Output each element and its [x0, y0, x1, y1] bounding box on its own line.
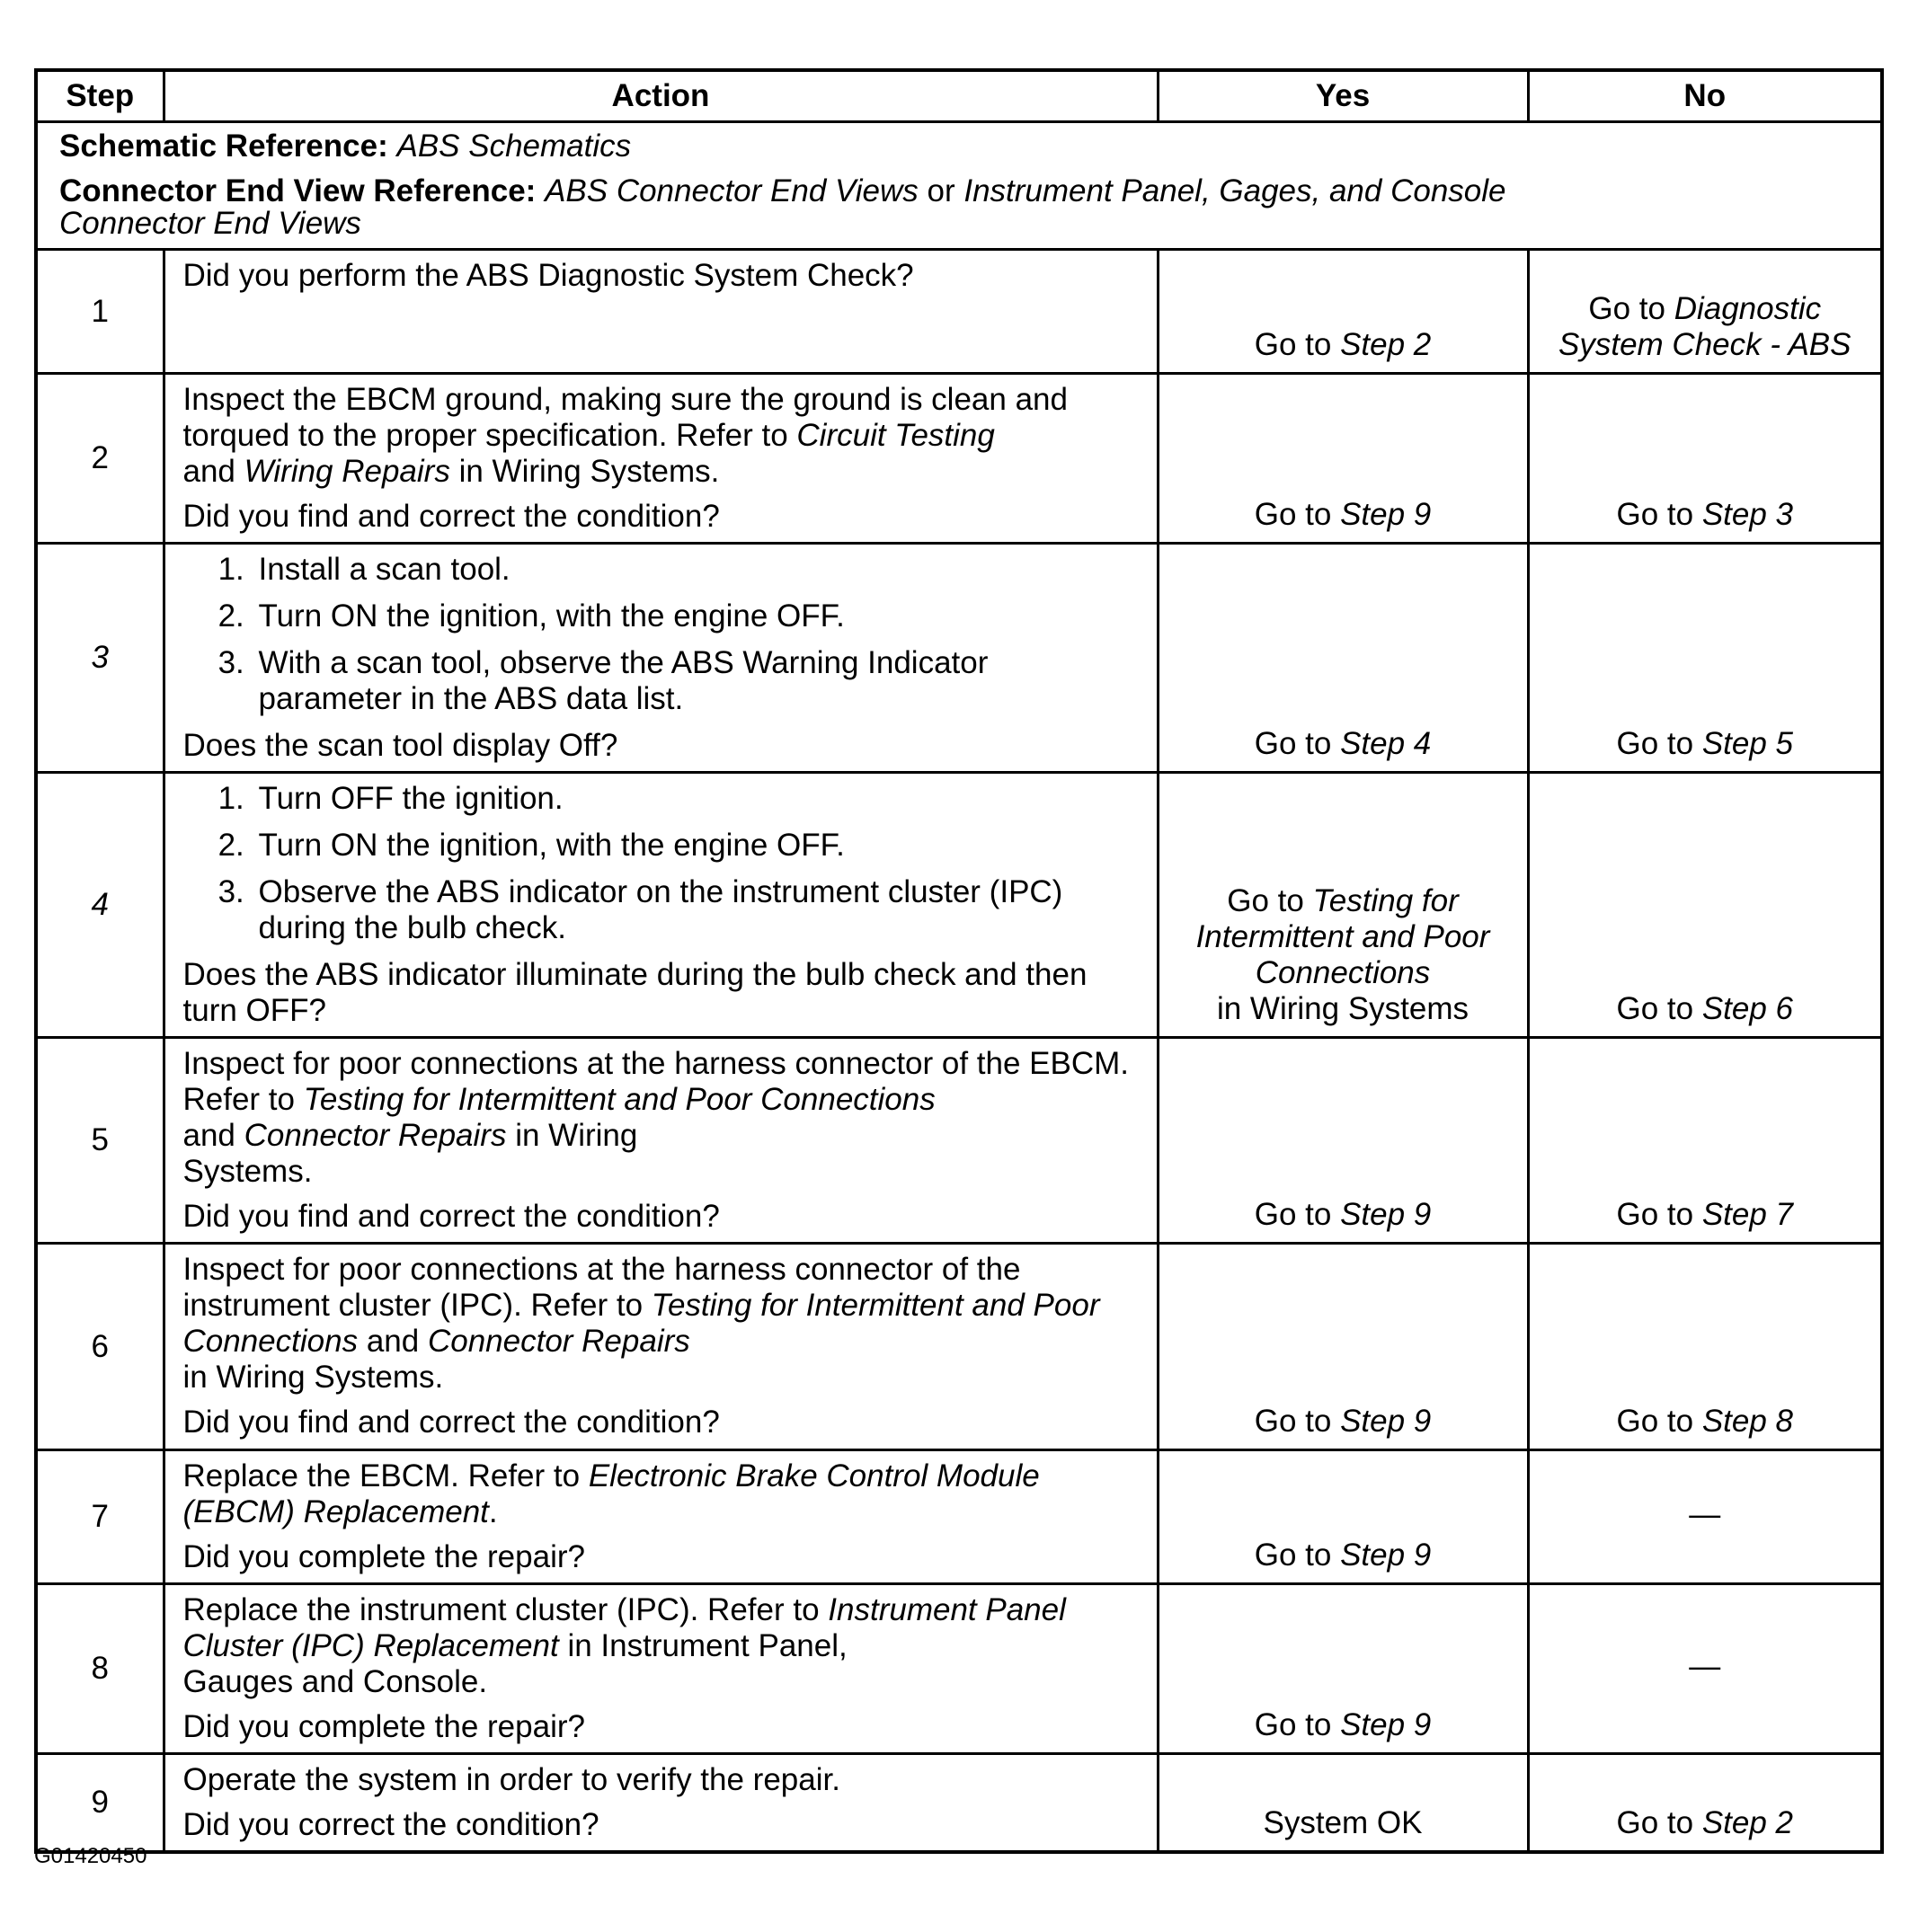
step-number: 7 [36, 1450, 164, 1584]
action-text-part: in Instrument Panel, [567, 1628, 848, 1663]
no-dash: — [1689, 1649, 1721, 1684]
no-link[interactable]: Step 6 [1701, 991, 1794, 1026]
connector-reference-value-2: Instrument Panel, Gages, and Console [963, 173, 1506, 208]
action-text-part: and [182, 454, 235, 489]
action-step-item: 2. Turn ON the ignition, with the engine OFF. [253, 828, 1141, 864]
action-text-part: in Wiring Systems. [182, 1360, 444, 1395]
connector-reference-value-1: ABS Connector End Views [545, 173, 919, 208]
action-text [183, 1046, 1141, 1190]
table-row [36, 1584, 1882, 1754]
table-row [36, 1038, 1882, 1244]
yes-cell [1158, 250, 1528, 374]
no-cell [1528, 773, 1882, 1038]
action-step-item: 1. Install a scan tool. [253, 552, 1141, 588]
action-question: Did you find and correct the condition? [182, 1199, 720, 1234]
action-step-item: 2. Turn ON the ignition, with the engine OFF. [253, 598, 1141, 634]
action-text [183, 1592, 1141, 1700]
no-prefix: Go to [1616, 726, 1694, 761]
action-question: Did you find and correct the condition? [182, 499, 720, 534]
action-cell [164, 544, 1158, 773]
action-text-part: Systems. [182, 1154, 313, 1189]
no-cell [1528, 250, 1882, 374]
no-dash: — [1689, 1497, 1721, 1532]
action-question: Did you correct the condition? [182, 1807, 599, 1842]
connector-reference-label: Connector End View Reference: [59, 173, 537, 208]
table-row [36, 1450, 1882, 1584]
yes-link[interactable]: Step 9 [1340, 1404, 1432, 1439]
action-cell [164, 1754, 1158, 1853]
table-row [36, 250, 1882, 374]
no-link[interactable]: Step 2 [1701, 1805, 1794, 1840]
action-reference-link[interactable]: Circuit Testing [796, 418, 995, 453]
action-question: Did you perform the ABS Diagnostic System Check? [182, 258, 914, 293]
action-step-item: 3. With a scan tool, observe the ABS Warning Indicator parameter in the ABS data list. [253, 645, 1141, 717]
yes-cell [1158, 544, 1528, 773]
yes-prefix: Go to [1254, 726, 1332, 761]
step-number: 9 [36, 1754, 164, 1853]
no-cell [1528, 1038, 1882, 1244]
action-question: Does the ABS indicator illuminate during the bulb check and then turn OFF? [182, 957, 1088, 1028]
action-cell [164, 250, 1158, 374]
yes-link[interactable]: Step 9 [1340, 1538, 1432, 1573]
header-action: Action [164, 70, 1158, 122]
no-link[interactable]: Step 7 [1701, 1197, 1794, 1232]
no-cell [1528, 374, 1882, 544]
table-row [36, 544, 1882, 773]
action-cell [164, 1584, 1158, 1754]
yes-prefix: Go to [1254, 497, 1332, 532]
yes-cell [1158, 374, 1528, 544]
yes-link[interactable]: Step 9 [1340, 497, 1432, 532]
action-text: Operate the system in order to verify the repair. [182, 1762, 840, 1797]
connector-reference-value-2-cont: Connector End Views [59, 206, 361, 241]
no-prefix: Go to [1616, 497, 1694, 532]
action-reference-link[interactable]: Instrument Panel Cluster (IPC) Replacement [182, 1592, 1066, 1663]
yes-cell [1158, 1244, 1528, 1450]
yes-cell [1158, 773, 1528, 1038]
action-text-part: in Wiring [515, 1118, 638, 1153]
action-steps-list [183, 552, 1141, 717]
step-number: 2 [36, 374, 164, 544]
action-reference-link[interactable]: Electronic Brake Control Module (EBCM) Replacement [182, 1458, 1040, 1529]
yes-cell [1158, 1584, 1528, 1754]
action-reference-link[interactable]: Testing for Intermittent and Poor Connections [303, 1082, 936, 1117]
no-cell [1528, 1584, 1882, 1754]
table-row [36, 1754, 1882, 1853]
action-text [183, 1252, 1141, 1396]
action-reference-link[interactable]: Connector Repairs [244, 1118, 507, 1153]
yes-link[interactable]: Step 4 [1340, 726, 1432, 761]
header-yes: Yes [1158, 70, 1528, 122]
action-text-part: and [182, 1118, 235, 1153]
action-step-item: 1. Turn OFF the ignition. [253, 781, 1141, 817]
no-cell [1528, 1244, 1882, 1450]
yes-prefix: Go to [1254, 1538, 1332, 1573]
action-cell [164, 1244, 1158, 1450]
header-step: Step [36, 70, 164, 122]
action-reference-link[interactable]: Testing for Intermittent and Poor Connections [182, 1288, 1100, 1359]
action-reference-link[interactable]: Connector Repairs [427, 1324, 690, 1359]
action-text-part: in Wiring Systems. [458, 454, 720, 489]
table-row [36, 773, 1882, 1038]
no-prefix: Go to [1616, 1197, 1694, 1232]
schematic-reference [59, 129, 1859, 164]
no-cell [1528, 1450, 1882, 1584]
yes-link[interactable]: Step 9 [1340, 1707, 1432, 1742]
action-steps-list [183, 781, 1141, 946]
step-number: 8 [36, 1584, 164, 1754]
no-prefix: Go to [1616, 1805, 1694, 1840]
no-link-cont[interactable]: System Check - ABS [1558, 327, 1851, 362]
step-number: 5 [36, 1038, 164, 1244]
action-text-part: and [366, 1324, 420, 1359]
yes-prefix: Go to [1254, 1197, 1332, 1232]
reference-cell [36, 122, 1882, 250]
action-question: Does the scan tool display Off? [182, 728, 618, 763]
yes-link[interactable]: Testing for Intermittent and Poor Connections [1195, 883, 1490, 990]
no-prefix: Go to [1588, 291, 1665, 326]
connector-reference [59, 175, 1859, 240]
yes-prefix: Go to [1227, 883, 1304, 918]
yes-link[interactable]: Step 2 [1340, 327, 1432, 362]
table-row [36, 1244, 1882, 1450]
action-reference-link[interactable]: Wiring Repairs [244, 454, 450, 489]
schematic-reference-label: Schematic Reference: [59, 129, 388, 164]
no-cell [1528, 1754, 1882, 1853]
no-prefix: Go to [1616, 1404, 1694, 1439]
no-link[interactable]: Step 3 [1701, 497, 1794, 532]
step-number: 6 [36, 1244, 164, 1450]
figure-id: G01420450 [34, 1844, 147, 1868]
step-number: 1 [36, 250, 164, 374]
action-text-part: Inspect the EBCM ground, making sure the ground is clean and torqued to the proper specification. Refer to [182, 382, 1068, 453]
action-text-part: Inspect for poor connections at the harness connector of the EBCM. Refer to [182, 1046, 1130, 1117]
yes-cell [1158, 1754, 1528, 1853]
action-text-part: Gauges and Console. [182, 1664, 488, 1699]
yes-prefix: Go to [1254, 327, 1332, 362]
table-row [36, 374, 1882, 544]
yes-result: System OK [1263, 1805, 1423, 1840]
action-question: Did you complete the repair? [182, 1709, 585, 1744]
step-number: 4 [36, 773, 164, 1038]
action-text [183, 1458, 1141, 1530]
action-cell [164, 374, 1158, 544]
no-link[interactable]: Diagnostic [1674, 291, 1822, 326]
header-row [36, 70, 1882, 122]
yes-cell [1158, 1450, 1528, 1584]
action-text-part: . [488, 1494, 498, 1529]
yes-prefix: Go to [1254, 1707, 1332, 1742]
action-text-part: Inspect for poor connections at the harness connector of the instrument cluster (IPC). Refer to [182, 1252, 1021, 1323]
no-cell [1528, 544, 1882, 773]
yes-suffix: in Wiring Systems [1216, 991, 1469, 1026]
action-step-item: 3. Observe the ABS indicator on the instrument cluster (IPC) during the bulb check. [253, 874, 1141, 946]
action-cell [164, 1450, 1158, 1584]
connector-reference-or: or [927, 173, 955, 208]
no-link[interactable]: Step 8 [1701, 1404, 1794, 1439]
reference-row [36, 122, 1882, 250]
action-question: Did you complete the repair? [182, 1539, 585, 1574]
action-question: Did you find and correct the condition? [182, 1405, 720, 1440]
action-text-part: Replace the instrument cluster (IPC). Refer to [182, 1592, 820, 1627]
yes-link[interactable]: Step 9 [1340, 1197, 1432, 1232]
step-number: 3 [36, 544, 164, 773]
yes-prefix: Go to [1254, 1404, 1332, 1439]
diagnostic-table [34, 68, 1884, 1854]
action-text [183, 382, 1141, 490]
yes-cell [1158, 1038, 1528, 1244]
action-cell [164, 773, 1158, 1038]
header-no: No [1528, 70, 1882, 122]
action-text-part: Replace the EBCM. Refer to [182, 1458, 581, 1493]
action-cell [164, 1038, 1158, 1244]
schematic-reference-value: ABS Schematics [396, 129, 632, 164]
no-link[interactable]: Step 5 [1701, 726, 1794, 761]
no-prefix: Go to [1616, 991, 1694, 1026]
